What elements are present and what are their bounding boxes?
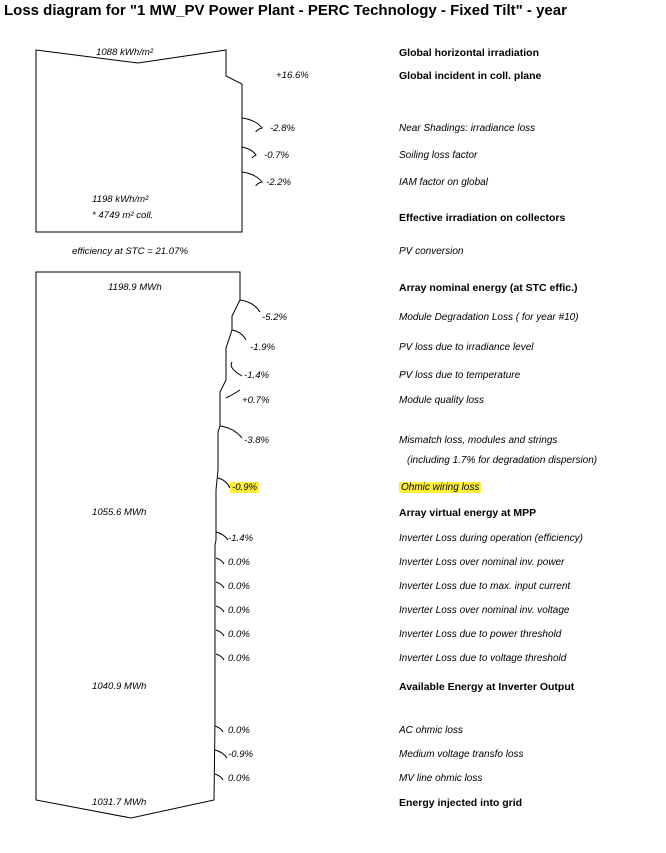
- pct-gip: +16.6%: [276, 70, 309, 81]
- desc-grid: Energy injected into grid: [399, 797, 523, 809]
- desc-inv-pow: Inverter Loss over nominal inv. power: [399, 557, 565, 568]
- loss-arc-inv-cur: [216, 582, 224, 588]
- desc-inv-op: Inverter Loss during operation (efficiency): [399, 533, 583, 544]
- desc-mv-line: MV line ohmic loss: [399, 773, 483, 784]
- pct-ohmic: [230, 482, 259, 494]
- loss-arc-inv-volt: [216, 606, 224, 612]
- desc-soil: Soiling loss factor: [399, 150, 478, 161]
- pct-irrlvl: -1.9%: [250, 342, 276, 353]
- desc-temp: PV loss due to temperature: [399, 370, 521, 381]
- desc-inv-volt: Inverter Loss over nominal inv. voltage: [399, 605, 570, 616]
- irradiance-bottom-value: 1198 kWh/m²: [92, 194, 149, 205]
- pct-soil: -0.7%: [264, 150, 290, 161]
- efficiency-label: efficiency at STC = 21.07%: [72, 246, 188, 257]
- desc-iam: IAM factor on global: [399, 177, 488, 188]
- desc-inv-thr: Inverter Loss due to power threshold: [399, 629, 562, 640]
- loss-arc-inv-vthr: [216, 654, 224, 660]
- pct-ohmic-highlight: -0.9%: [232, 482, 258, 493]
- loss-arc-iam: [242, 172, 262, 186]
- pct-temp: -1.4%: [244, 370, 270, 381]
- desc-mismatch: Mismatch loss, modules and strings: [399, 435, 558, 446]
- desc-mv-trans: Medium voltage transfo loss: [399, 749, 524, 760]
- page-title: Loss diagram for "1 MW_PV Power Plant - PERC Technology - Fixed Tilt" - year: [4, 2, 567, 19]
- loss-arc-ac-ohm: [215, 726, 223, 732]
- desc-gip: Global incident in coll. plane: [399, 70, 542, 82]
- desc-degrad: Module Degradation Loss ( for year #10): [399, 312, 579, 323]
- desc-inv-cur: Inverter Loss due to max. input current: [399, 581, 571, 592]
- desc-irrlvl: PV loss due to irradiance level: [399, 342, 534, 353]
- collector-area: * 4749 m² coll.: [92, 210, 154, 221]
- virtual-mpp-value: 1055.6 MWh: [92, 507, 147, 518]
- loss-arc-inv-op: [216, 532, 228, 540]
- desc-nominal: Array nominal energy (at STC effic.): [399, 282, 578, 294]
- desc-ohmic: [399, 482, 481, 494]
- loss-arc-quality: [226, 390, 240, 398]
- pct-inv-cur: 0.0%: [228, 581, 250, 592]
- pct-ac-ohm: 0.0%: [228, 725, 250, 736]
- loss-arc-irradiance-level: [232, 330, 246, 340]
- loss-arc-mv-line: [215, 774, 223, 780]
- array-nominal-value: 1198.9 MWh: [108, 282, 162, 293]
- loss-arc-degradation: [240, 300, 260, 312]
- pct-inv-op: -1.4%: [228, 533, 254, 544]
- pct-inv-volt: 0.0%: [228, 605, 250, 616]
- irradiance-top-value: 1088 kWh/m²: [96, 47, 154, 58]
- loss-arc-shading: [242, 118, 262, 132]
- pct-mv-line: 0.0%: [228, 773, 250, 784]
- pct-mv-trans: -0.9%: [228, 749, 254, 760]
- loss-arc-ohmic: [218, 478, 230, 488]
- energy-flow-shape: [36, 272, 240, 818]
- desc-ghi: Global horizontal irradiation: [399, 47, 540, 59]
- pct-mismatch: -3.8%: [244, 435, 270, 446]
- pct-shade: -2.8%: [270, 123, 296, 134]
- desc-mismatch-note: (including 1.7% for degradation dispersion): [407, 455, 598, 466]
- desc-inv-vthr: Inverter Loss due to voltage threshold: [399, 653, 567, 664]
- desc-shade: Near Shadings: irradiance loss: [399, 123, 536, 134]
- loss-arc-mismatch: [220, 426, 242, 438]
- desc-virtual: Array virtual energy at MPP: [399, 507, 537, 519]
- pct-inv-thr: 0.0%: [228, 629, 250, 640]
- inverter-output-value: 1040.9 MWh: [92, 681, 147, 692]
- desc-eff-irr: Effective irradiation on collectors: [399, 212, 566, 224]
- loss-arc-temperature: [231, 362, 242, 376]
- desc-avail: Available Energy at Inverter Output: [399, 681, 575, 693]
- desc-ohmic-highlight: Ohmic wiring loss: [401, 482, 480, 493]
- desc-ac-ohm: AC ohmic loss: [399, 725, 463, 736]
- pct-quality: +0.7%: [242, 395, 270, 406]
- pct-inv-vthr: 0.0%: [228, 653, 250, 664]
- pct-iam: -2.2%: [266, 177, 292, 188]
- loss-arc-mv-trans: [215, 750, 227, 758]
- loss-arc-inv-thr: [216, 630, 224, 636]
- desc-pvconv: PV conversion: [399, 246, 464, 257]
- pct-inv-pow: 0.0%: [228, 557, 250, 568]
- loss-arc-inv-pow: [216, 558, 224, 564]
- loss-arc-soiling: [242, 147, 256, 158]
- grid-value: 1031.7 MWh: [92, 797, 147, 808]
- pct-degrad: -5.2%: [262, 312, 288, 323]
- desc-quality: Module quality loss: [399, 395, 485, 406]
